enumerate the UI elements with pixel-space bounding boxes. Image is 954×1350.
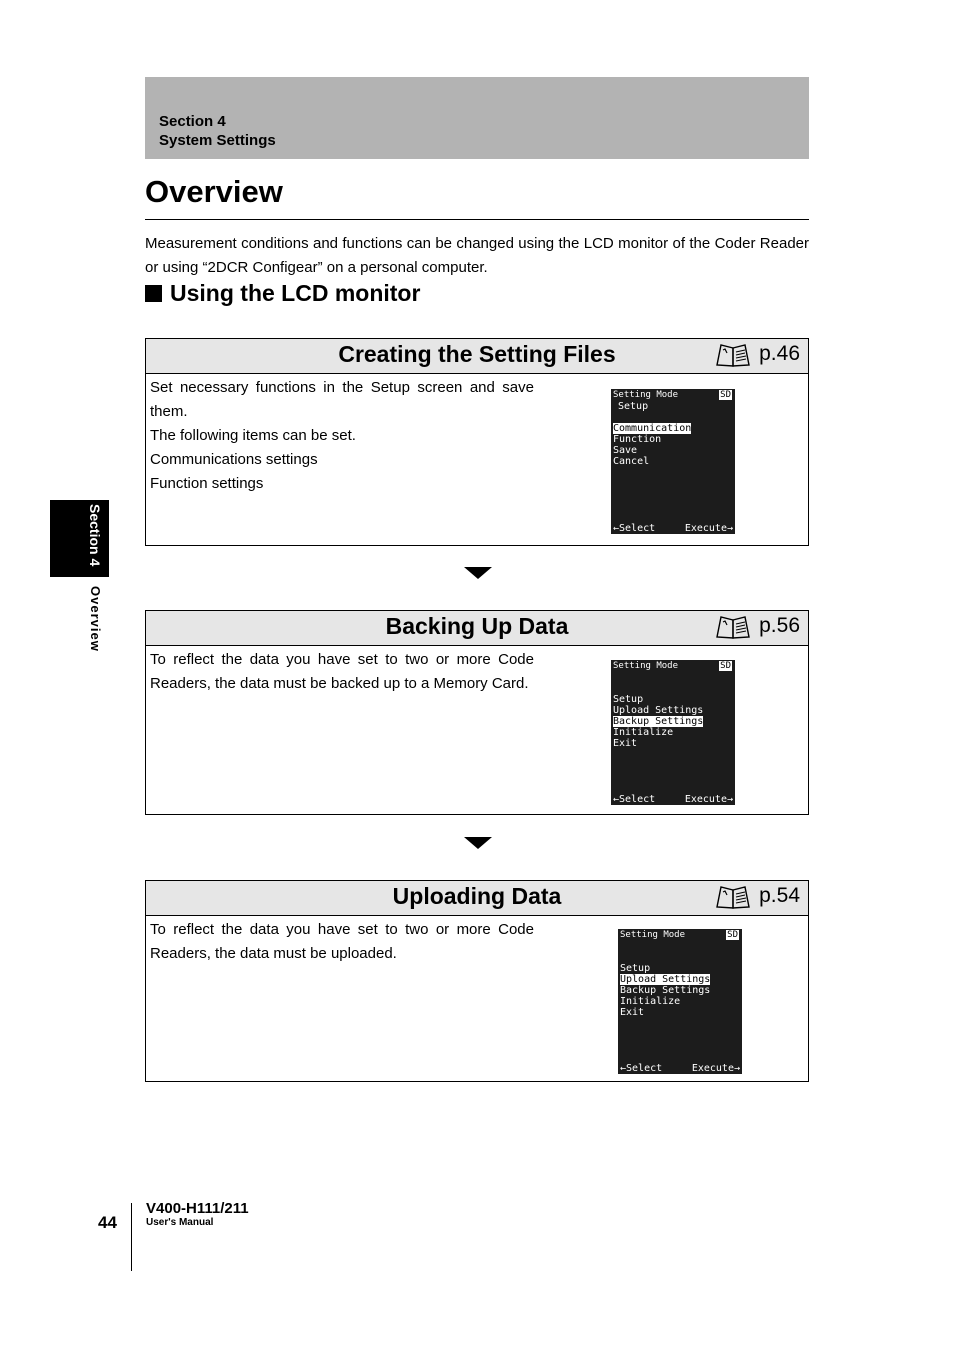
lcd-execute-hint: Execute→ bbox=[691, 1062, 740, 1074]
lcd-screen bbox=[611, 389, 735, 534]
lcd-footer bbox=[620, 1063, 740, 1074]
page-reference-text: p.56 bbox=[759, 614, 800, 637]
lcd-menu-item: Initialize bbox=[613, 727, 674, 738]
step-box-creating-setting-files bbox=[145, 338, 809, 546]
section-header-text bbox=[159, 112, 276, 150]
lcd-menu-item: Setup bbox=[613, 694, 644, 705]
step-box-title: Uploading Data bbox=[392, 883, 562, 909]
manual-label: User's Manual bbox=[146, 1217, 214, 1228]
lcd-mode-label: Setting Mode bbox=[613, 661, 679, 671]
section-number: Section 4 bbox=[159, 113, 226, 130]
step-box-description bbox=[150, 648, 534, 696]
page-reference[interactable] bbox=[715, 881, 800, 911]
lcd-screen bbox=[611, 660, 735, 805]
description-line: To reflect the data you have set to two or more Code Readers, the data must be backed up to a Memory Card. bbox=[150, 651, 534, 692]
step-box-header bbox=[146, 881, 808, 916]
lcd-footer bbox=[613, 794, 733, 805]
step-box-backing-up-data bbox=[145, 610, 809, 815]
step-box-header bbox=[146, 339, 808, 374]
step-box-description bbox=[150, 376, 534, 496]
description-line: Communications settings bbox=[150, 451, 318, 468]
lcd-screen bbox=[618, 929, 742, 1074]
section-side-tab bbox=[50, 500, 109, 577]
page-number: 44 bbox=[98, 1213, 117, 1232]
lcd-menu-item: Exit bbox=[613, 738, 638, 749]
sd-card-icon: SD bbox=[720, 390, 731, 400]
section-chapter: System Settings bbox=[159, 132, 276, 149]
page-title: Overview bbox=[145, 174, 283, 209]
title-rule bbox=[145, 219, 809, 220]
lcd-menu-item: Exit bbox=[620, 1007, 645, 1018]
section-header-band bbox=[145, 77, 809, 159]
step-box-header bbox=[146, 611, 808, 646]
lcd-menu-item: Backup Settings bbox=[620, 985, 711, 996]
sd-card-icon: SD bbox=[720, 661, 731, 671]
book-reference-icon bbox=[715, 613, 751, 639]
lcd-menu-item: Cancel bbox=[613, 456, 650, 467]
intro-paragraph: Measurement conditions and functions can be changed using the LCD monitor of the Coder Reader or using “2DCR Configear” on a personal computer. bbox=[145, 235, 809, 276]
flow-down-arrow-icon bbox=[464, 837, 492, 849]
step-box-title: Backing Up Data bbox=[385, 613, 569, 639]
step-box-uploading-data bbox=[145, 880, 809, 1082]
sd-card-icon: SD bbox=[727, 930, 738, 940]
description-line: The following items can be set. bbox=[150, 427, 356, 444]
side-tab-topic: Overview bbox=[88, 586, 103, 652]
subheading-text: Using the LCD monitor bbox=[170, 280, 421, 306]
lcd-submenu-label: Setup bbox=[618, 401, 649, 412]
flow-down-arrow-icon bbox=[464, 567, 492, 579]
page-reference-text: p.46 bbox=[759, 342, 800, 365]
lcd-menu-item: Function bbox=[613, 434, 662, 445]
lcd-select-hint: ←Select bbox=[613, 522, 656, 534]
square-bullet-icon bbox=[145, 285, 162, 302]
description-line: Function settings bbox=[150, 475, 264, 492]
lcd-execute-hint: Execute→ bbox=[684, 793, 733, 805]
subheading bbox=[145, 280, 420, 307]
book-reference-icon bbox=[715, 883, 751, 909]
lcd-menu-item-selected: Backup Settings bbox=[613, 716, 704, 727]
description-line: Set necessary functions in the Setup screen and save them. bbox=[150, 379, 534, 420]
lcd-menu-item: Setup bbox=[620, 963, 651, 974]
lcd-select-hint: ←Select bbox=[613, 793, 656, 805]
side-tab-section: Section 4 bbox=[87, 504, 103, 567]
model-name: V400-H111/211 bbox=[146, 1200, 249, 1217]
lcd-footer bbox=[613, 523, 733, 534]
step-box-title: Creating the Setting Files bbox=[338, 341, 616, 367]
footer-divider bbox=[131, 1203, 132, 1271]
lcd-mode-label: Setting Mode bbox=[620, 930, 686, 940]
page-reference[interactable] bbox=[715, 339, 800, 369]
lcd-execute-hint: Execute→ bbox=[684, 522, 733, 534]
lcd-menu-item: Save bbox=[613, 445, 638, 456]
lcd-menu-item: Upload Settings bbox=[613, 705, 704, 716]
lcd-menu-item-selected: Upload Settings bbox=[620, 974, 711, 985]
page-reference-text: p.54 bbox=[759, 884, 800, 907]
step-box-description bbox=[150, 918, 534, 966]
page-reference[interactable] bbox=[715, 611, 800, 641]
lcd-menu-item: Initialize bbox=[620, 996, 681, 1007]
lcd-select-hint: ←Select bbox=[620, 1062, 663, 1074]
book-reference-icon bbox=[715, 341, 751, 367]
description-line: To reflect the data you have set to two or more Code Readers, the data must be uploaded. bbox=[150, 921, 534, 962]
lcd-menu-item-selected: Communication bbox=[613, 423, 692, 434]
lcd-mode-label: Setting Mode bbox=[613, 390, 679, 400]
